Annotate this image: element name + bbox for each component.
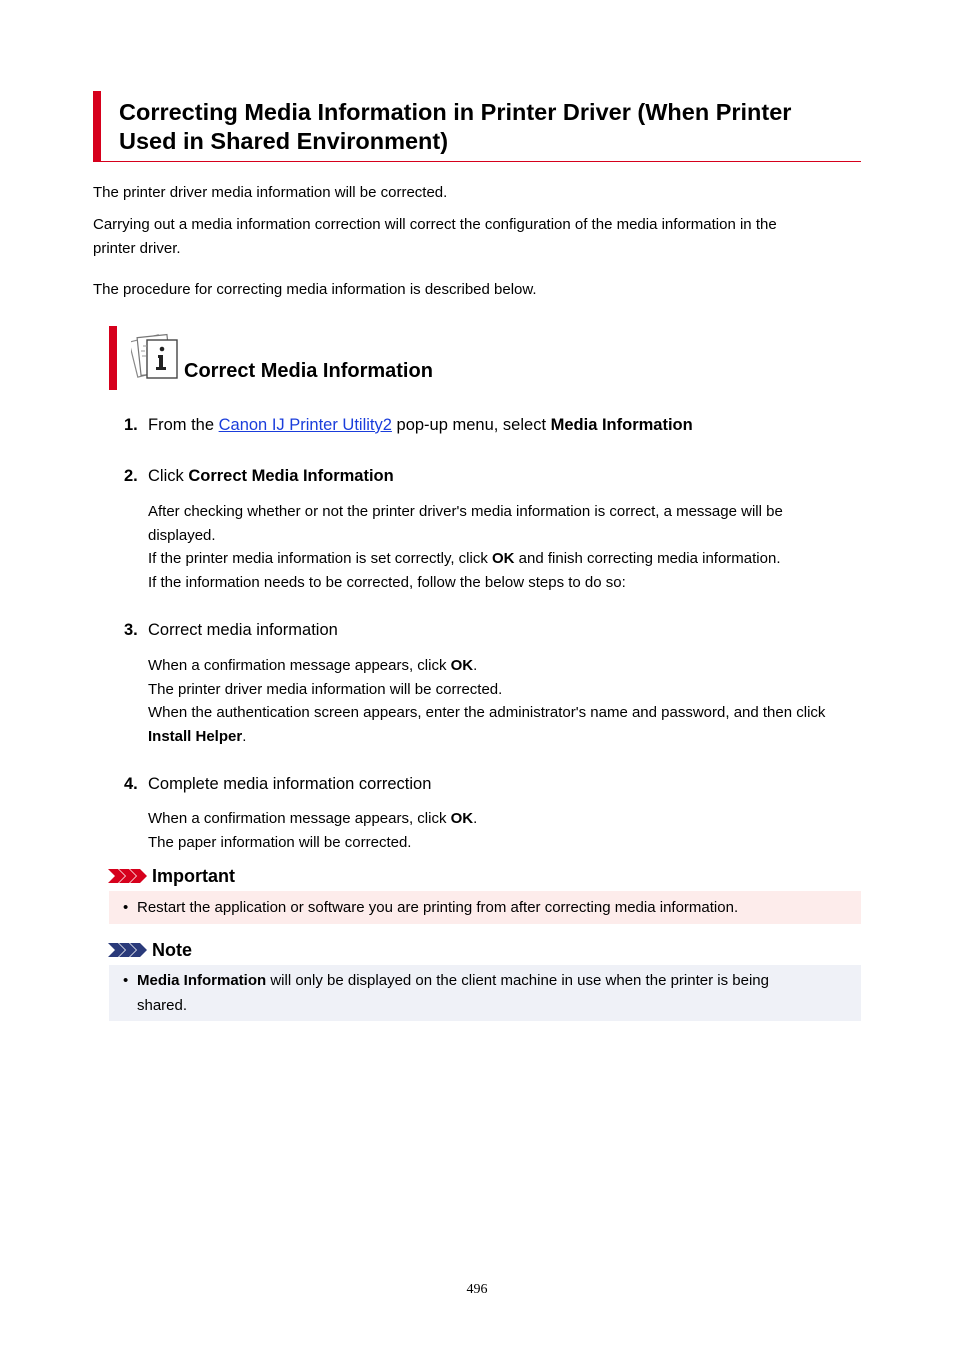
step-3: Correct media information [148,621,338,639]
page-title: Correcting Media Information in Printer Driver (When Printer Used in Shared Environment) [119,99,792,154]
title-accent-bar [93,91,101,162]
step-2-description: After checking whether or not the printer driver's media information is correct, a message will be displayed. If the printer media information is set correctly, click OK and finish correcting media information. If the information needs to be corrected, follow the below steps to do so: [148,503,783,591]
note-heading: Note [152,940,192,960]
bullet: • [123,899,129,916]
step-number: 1. [124,416,138,434]
step-number: 3. [124,621,138,639]
bullet: • [123,972,129,989]
step-2: Click Correct Media Information [148,467,394,485]
intro-paragraph-1: The printer driver media information will be corrected. [93,184,448,201]
note-chevrons-icon [108,941,148,959]
step-number: 2. [124,467,138,485]
intro-paragraph-3: The procedure for correcting media information is described below. [93,281,537,298]
page-number: 496 [466,1282,488,1297]
step-1: From the Canon IJ Printer Utility2 pop-up menu, select Media Information [148,416,693,434]
important-item: Restart the application or software you are printing from after correcting media information. [137,899,739,916]
important-heading: Important [152,866,235,886]
title-underline [93,161,861,162]
section-title: Correct Media Information [184,360,433,382]
canon-ij-printer-utility2-link[interactable]: Canon IJ Printer Utility2 [218,416,392,434]
step-4: Complete media information correction [148,775,432,793]
step-3-description: When a confirmation message appears, click OK. The printer driver media information will be corrected. When the authentication screen appears, enter the administrator's name and password, and then click Install Helper. [148,657,826,745]
note-item: Media Information will only be displayed on the client machine in use when the printer is being shared. [137,972,769,1014]
intro-paragraph-2: Carrying out a media information correction will correct the configuration of the media information in the printer driver. [93,216,777,257]
step-4-description: When a confirmation message appears, click OK. The paper information will be corrected. [148,810,478,851]
step-number: 4. [124,775,138,793]
section-accent-bar [109,326,117,390]
important-chevrons-icon [108,867,148,885]
info-document-icon [131,332,179,382]
